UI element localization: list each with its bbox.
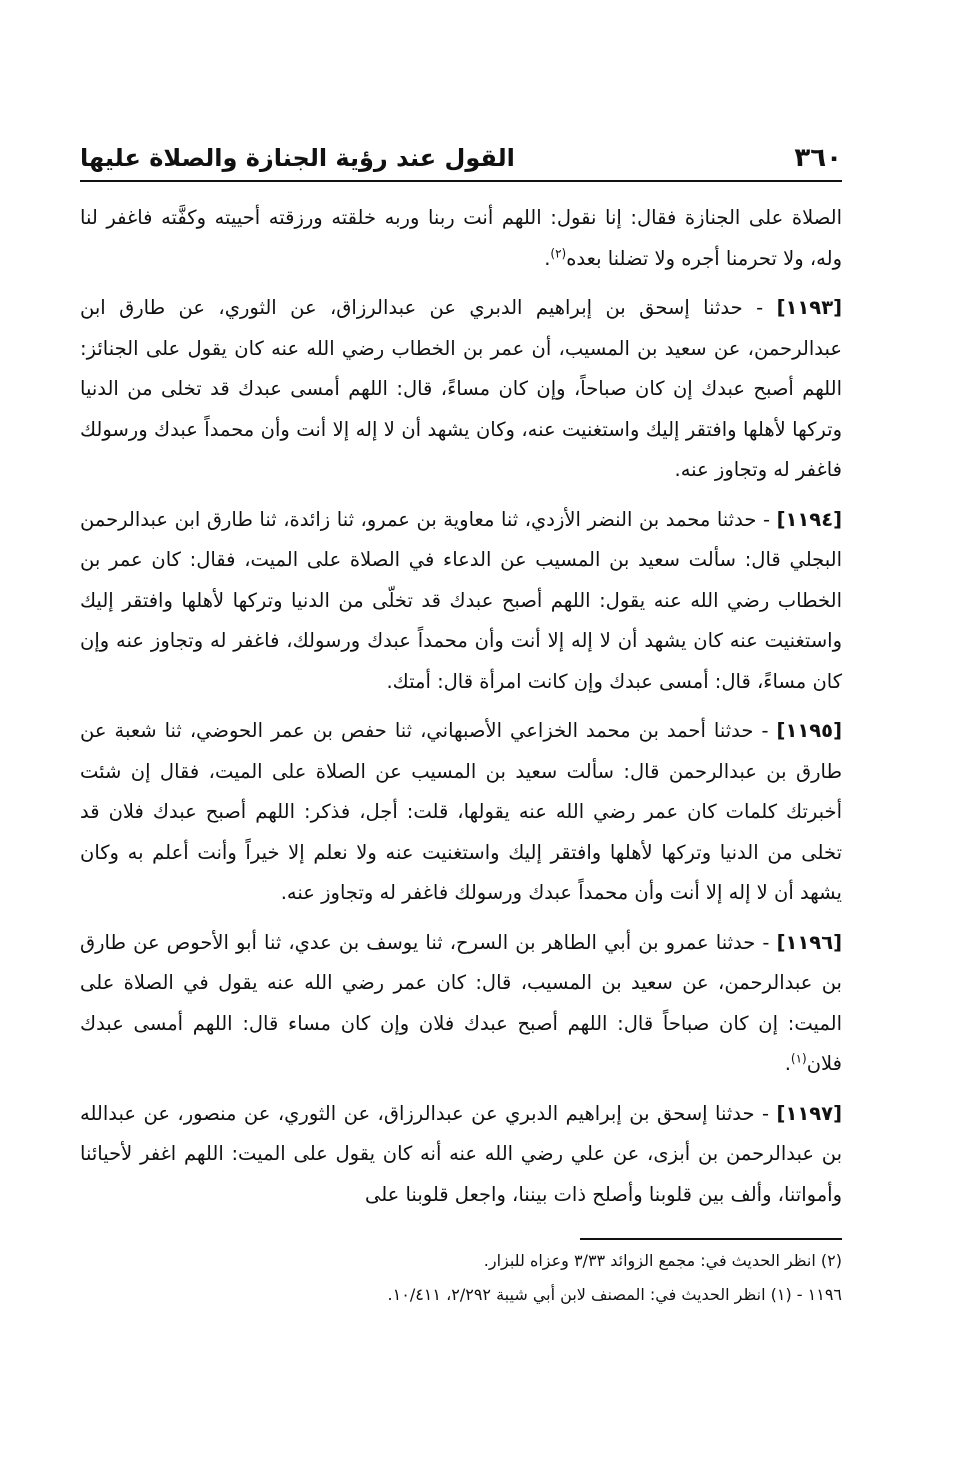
header-rule xyxy=(80,180,842,182)
hadith-1193 xyxy=(80,288,842,491)
paragraph-text: - حدثنا إسحق بن إبراهيم الدبري عن عبدالرزاق، عن الثوري، عن طارق ابن عبدالرحمن، عن سعيد بن المسيب، أن عمر بن الخطاب رضي الله عنه كان يقول على الجنائز: اللهم أصبح عبدك إن كان صباحاً، وإن كان مساءً، قال: اللهم أمسى عبدك قد تخلى من الدنيا وتركها لأهلها وافتقر إليك واستغنيت عنه، وكان يشهد أن لا إله إلا أنت وأن محمداً عبدك ورسولك فاغفر له وتجاوز عنه. xyxy=(80,296,842,481)
page-header xyxy=(80,140,842,176)
paragraph-continuation xyxy=(80,198,842,279)
paragraph-text: - حدثنا محمد بن النضر الأزدي، ثنا معاوية بن عمرو، ثنا زائدة، ثنا طارق ابن عبدالرحمن البجلي قال: سألت سعيد بن المسيب عن الدعاء في الصلاة على الميت، فقال: كان عمر بن الخطاب رضي الله عنه يقول: اللهم أصبح عبدك قد تخلّى من الدنيا وتركها لأهلها وافتقر إليك واستغنيت عنه كان يشهد أن لا إله إلا أنت وأن محمداً عبدك ورسولك، فاغفر له وتجاوز عنه وإن كان مساءً، قال: أمسى عبدك وإن كانت امرأة قال: أمتك. xyxy=(80,507,842,693)
hadith-number: [١١٩٧] xyxy=(776,1101,842,1125)
paragraph-text: - حدثنا إسحق بن إبراهيم الدبري عن عبدالرزاق، عن الثوري، عن منصور، عن عبدالله بن عبدالرحمن بن أبزى، عن علي رضي الله عنه أنه كان يقول على الميت: اللهم اغفر لأحيائنا وأمواتنا، وألف بين قلوبنا وأصلح ذات بيننا، واجعل قلوبنا على xyxy=(80,1101,842,1206)
footnotes xyxy=(80,1244,842,1312)
paragraph-text: - حدثنا عمرو بن أبي الطاهر بن السرح، ثنا يوسف بن عدي، ثنا أبو الأحوص عن طارق بن عبدالرحمن، عن سعيد بن المسيب، قال: كان عمر رضي الله عنه يقول في الصلاة على الميت: إن كان صباحاً قال: اللهم أصبح عبدك فلان وإن كان مساء قال: اللهم أمسى عبدك فلان xyxy=(80,930,842,1075)
footnote-ref: (٢) xyxy=(550,246,567,260)
paragraph-tail: . xyxy=(784,1052,791,1075)
hadith-1195 xyxy=(80,711,842,914)
main-text xyxy=(80,198,842,1224)
paragraph-tail: . xyxy=(544,246,551,270)
footnote-ref: (١) xyxy=(790,1051,807,1066)
page-number: ٣٦٠ xyxy=(794,143,842,173)
hadith-1197 xyxy=(80,1094,842,1216)
paragraph-text: - حدثنا أحمد بن محمد الخزاعي الأصبهاني، ثنا حفص بن عمر الحوضي، ثنا شعبة عن طارق بن عبدالرحمن قال: سألت سعيد بن المسيب عن الصلاة على الميت، فقال إن شئت أخبرتك كلمات كان عمر رضي الله عنه يقولها، قلت: أجل، فذكر: اللهم أصبح عبدك فلان قد تخلى من الدنيا وتركها لأهلها وافتقر إليك واستغنيت عنه ولا نعلم إلا خيراً وأنت أعلم به وكان يشهد أن لا إله إلا أنت وأن محمداً عبدك ورسولك فاغفر له وتجاوز عنه. xyxy=(80,719,842,904)
hadith-number: [١١٩٤] xyxy=(776,507,843,531)
hadith-1196 xyxy=(80,923,842,1085)
hadith-1194 xyxy=(80,500,842,703)
footnote-item: (٢) انظر الحديث في: مجمع الزوائد ٣/٣٣ وعزاه للبزار. xyxy=(483,1251,842,1270)
hadith-number: [١١٩٦] xyxy=(776,930,843,954)
footnote-rule xyxy=(580,1238,842,1240)
paragraph-text: الصلاة على الجنازة فقال: إنا نقول: اللهم أنت ربنا وربه خلقته ورزقته أحييته وكفَّته فاغفر لنا وله، ولا تحرمنا أجره ولا تضلنا بعده xyxy=(80,206,842,270)
footnote-item: ١١٩٦ - (١) انظر الحديث في: المصنف لابن أبي شيبة ٢/٢٩٢، ١٠/٤١١. xyxy=(387,1285,842,1304)
hadith-number: [١١٩٥] xyxy=(776,719,842,742)
hadith-number: [١١٩٣] xyxy=(776,296,843,319)
running-title: القول عند رؤية الجنازة والصلاة عليها xyxy=(80,144,515,172)
